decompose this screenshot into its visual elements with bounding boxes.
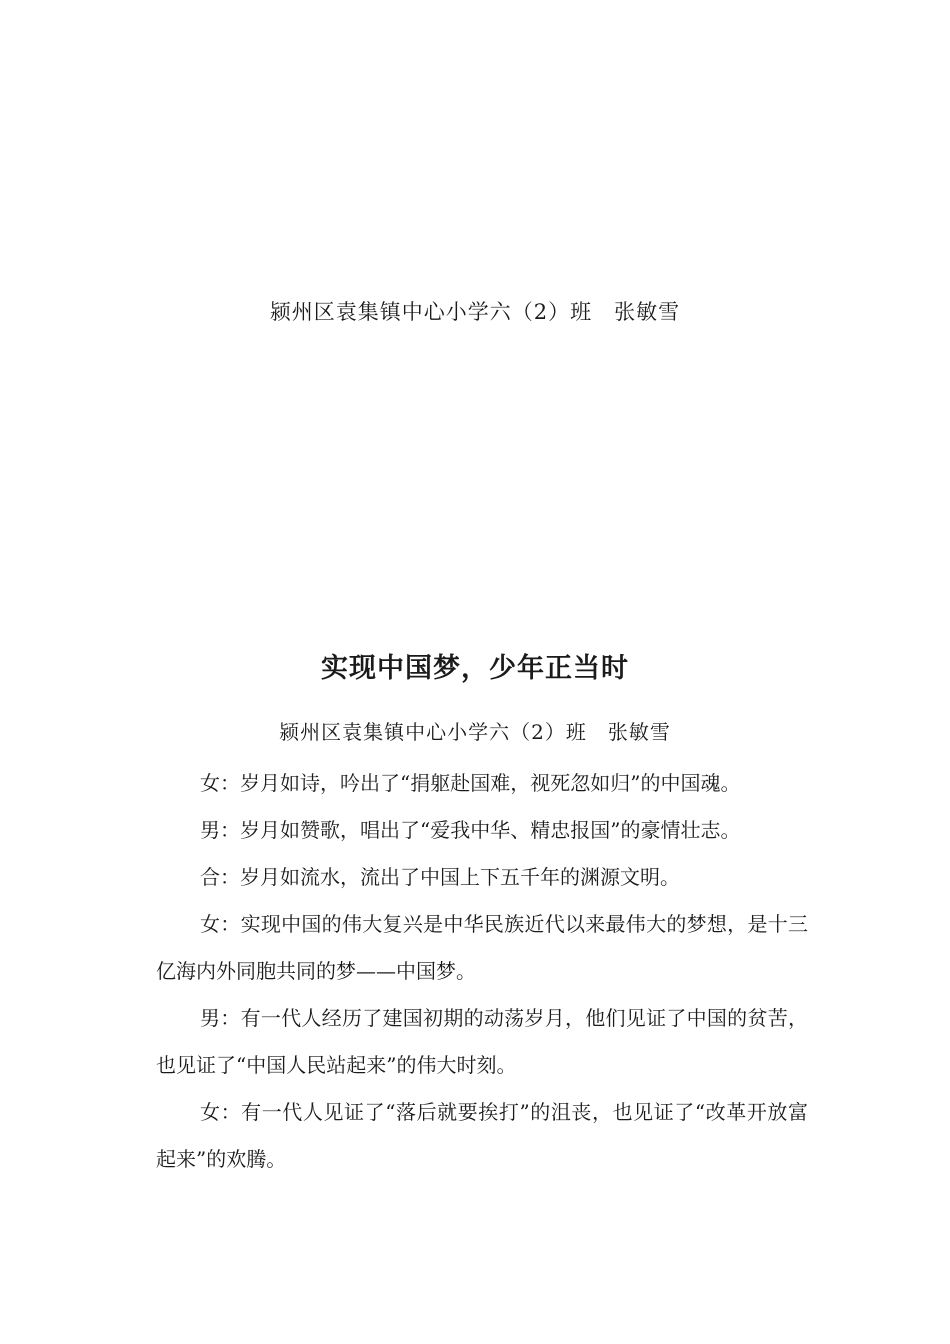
document-body	[156, 760, 808, 1183]
speaker-label: 合：	[200, 865, 240, 889]
speaker-label: 女：	[200, 912, 241, 936]
paragraph-text: 岁月如流水，流出了中国上下五千年的渊源文明。	[240, 865, 680, 889]
paragraph	[156, 1089, 808, 1183]
speaker-label: 男：	[200, 1006, 241, 1030]
paragraph-text: 有一代人经历了建国初期的动荡岁月，他们见证了中国的贫苦，也见证了“中国人民站起来”的伟大时刻。	[156, 1006, 809, 1077]
document-byline: 颍州区袁集镇中心小学六（2）班 张敏雪	[279, 720, 671, 744]
paragraph-text: 岁月如诗，吟出了“捐躯赴国难，视死忽如归”的中国魂。	[240, 771, 741, 795]
paragraph-text: 实现中国的伟大复兴是中华民族近代以来最伟大的梦想，是十三亿海内外同胞共同的梦——中国梦。	[156, 912, 809, 983]
speaker-label: 女：	[200, 771, 240, 795]
paragraph	[156, 760, 808, 807]
paragraph	[156, 807, 808, 854]
paragraph	[156, 995, 808, 1089]
paragraph-text: 岁月如赞歌，唱出了“爱我中华、精忠报国”的豪情壮志。	[240, 818, 741, 842]
paragraph-text: 有一代人见证了“落后就要挨打”的沮丧，也见证了“改革开放富起来”的欢腾。	[156, 1100, 808, 1171]
paragraph	[156, 901, 808, 995]
document-title: 实现中国梦，少年正当时	[321, 653, 629, 684]
speaker-label: 女：	[200, 1100, 242, 1124]
cover-author-line: 颍州区袁集镇中心小学六（2）班 张敏雪	[269, 300, 681, 324]
speaker-label: 男：	[200, 818, 240, 842]
paragraph	[156, 854, 808, 901]
